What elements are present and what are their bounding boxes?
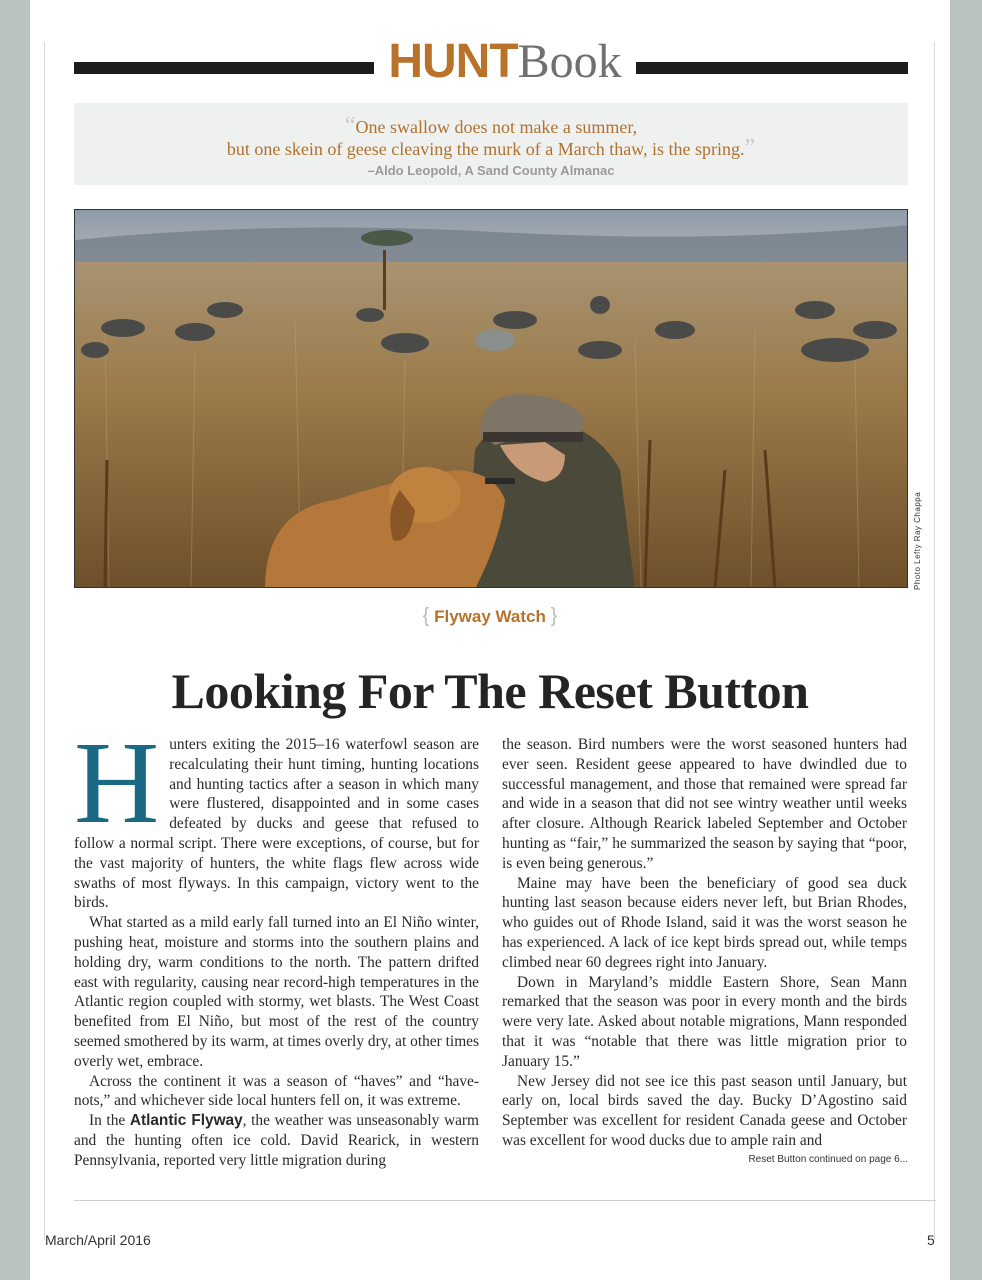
epigraph-box [74, 103, 908, 185]
masthead-bar-left [74, 62, 374, 74]
close-quote-mark: ” [744, 135, 756, 161]
paragraph-text: unters exiting the 2015–16 waterfowl season are recalculating their hunt timing, hunting locations and hunting tactics after a season in which many were flustered, disappointed and in some cases defeated by ducks and geese that refused to follow a normal script. There were exceptions, of course, but for the vast majority of hunters, the white flags flew across wide swaths of most flyways. In this campaign, victory went to the birds. [74, 736, 479, 912]
brace-right: } [550, 605, 558, 627]
section-label: Flyway Watch [434, 607, 546, 626]
drop-cap: H [74, 717, 160, 848]
paragraph: the season. Bird numbers were the worst seasoned hunters had ever seen. Resident geese appeared to have dwindled due to successful management, and those that remained were spread far and wide in a season that did not see wintry weather until weeks after closure. Although Rearick labeled September and October hunting as “fair,” he summarized the season by saying that “poor, is even being generous.” [502, 736, 907, 872]
epigraph-line-1 [74, 113, 908, 139]
left-margin-rule [44, 42, 45, 1240]
paragraph [74, 717, 479, 913]
article-headline: Looking For The Reset Button [171, 663, 809, 719]
paragraph: Maine may have been the beneficiary of good sea duck hunting last season because eiders never left, but Brian Rhodes, who guides out of Rhode Island, said it was the worst season he has experienced. A lack of ice kept birds spread out, while temps climbed near 60 degrees right into January. [502, 874, 907, 971]
open-quote-mark: “ [344, 113, 356, 139]
epigraph-text-1: One swallow does not make a summer, [355, 117, 638, 137]
paragraph [74, 1111, 479, 1170]
masthead-logo [360, 34, 650, 90]
article-column-left [74, 717, 479, 1171]
epigraph-line-2 [74, 135, 908, 161]
masthead-book: Book [517, 35, 622, 88]
field-photo-illustration [75, 210, 908, 588]
paragraph: Across the continent it was a season of “haves” and “have-nots,” and whichever side local hunters fell on, it was extreme. [74, 1072, 479, 1110]
paragraph: New Jersey did not see ice this past season until January, but early on, local birds saved the day. Bucky D’Agostino said September was excellent for resident Canada geese and October was excellent for wood ducks due to ample rain and [502, 1072, 907, 1149]
hunter-dog-photo [74, 209, 908, 588]
article-column-right [502, 735, 907, 1151]
paragraph: What started as a mild early fall turned into an El Niño winter, pushing heat, moisture and storms into the southern plains and holding dry, warm conditions to the north. The pattern drifted east with regularity, causing near record-high temperatures in the Atlantic region coupled with stormy, wet blasts. The West Coast benefited from El Niño, but most of the rest of the country seemed smothered by its warm, at times overly dry, at other times overly wet, embrace. [74, 914, 479, 1070]
paragraph-text: , the weather was unseasonably warm and the hunting often ice cold. David Rearick, in western Pennsylvania, reported very little migration during [74, 1112, 479, 1169]
bottom-rule [74, 1200, 936, 1201]
epigraph-text-2: but one skein of geese cleaving the murk of a March thaw, is the spring. [226, 139, 745, 159]
issue-date: March/April 2016 [45, 1232, 151, 1248]
brace-left: { [422, 605, 430, 627]
flyway-name: Atlantic Flyway [129, 1112, 243, 1130]
masthead-hunt: HUNT [388, 35, 518, 88]
masthead-bar-right [636, 62, 908, 74]
right-margin-rule [934, 42, 935, 1240]
epigraph-attribution: –Aldo Leopold, A Sand County Almanac [367, 163, 615, 178]
page-number: 5 [927, 1232, 935, 1248]
paragraph-text: In the [89, 1112, 130, 1130]
photo-credit: Photo Lefty Ray Chappa [913, 491, 922, 590]
continued-link[interactable]: Reset Button continued on page 6... [748, 1154, 908, 1165]
magazine-page [30, 0, 950, 1280]
paragraph: Down in Maryland’s middle Eastern Shore, Sean Mann remarked that the season was poor in every month and the birds were very late. Asked about notable migrations, Mann responded that it was “notable that there was little migration prior to January 15.” [502, 973, 907, 1070]
section-tag [30, 605, 950, 628]
